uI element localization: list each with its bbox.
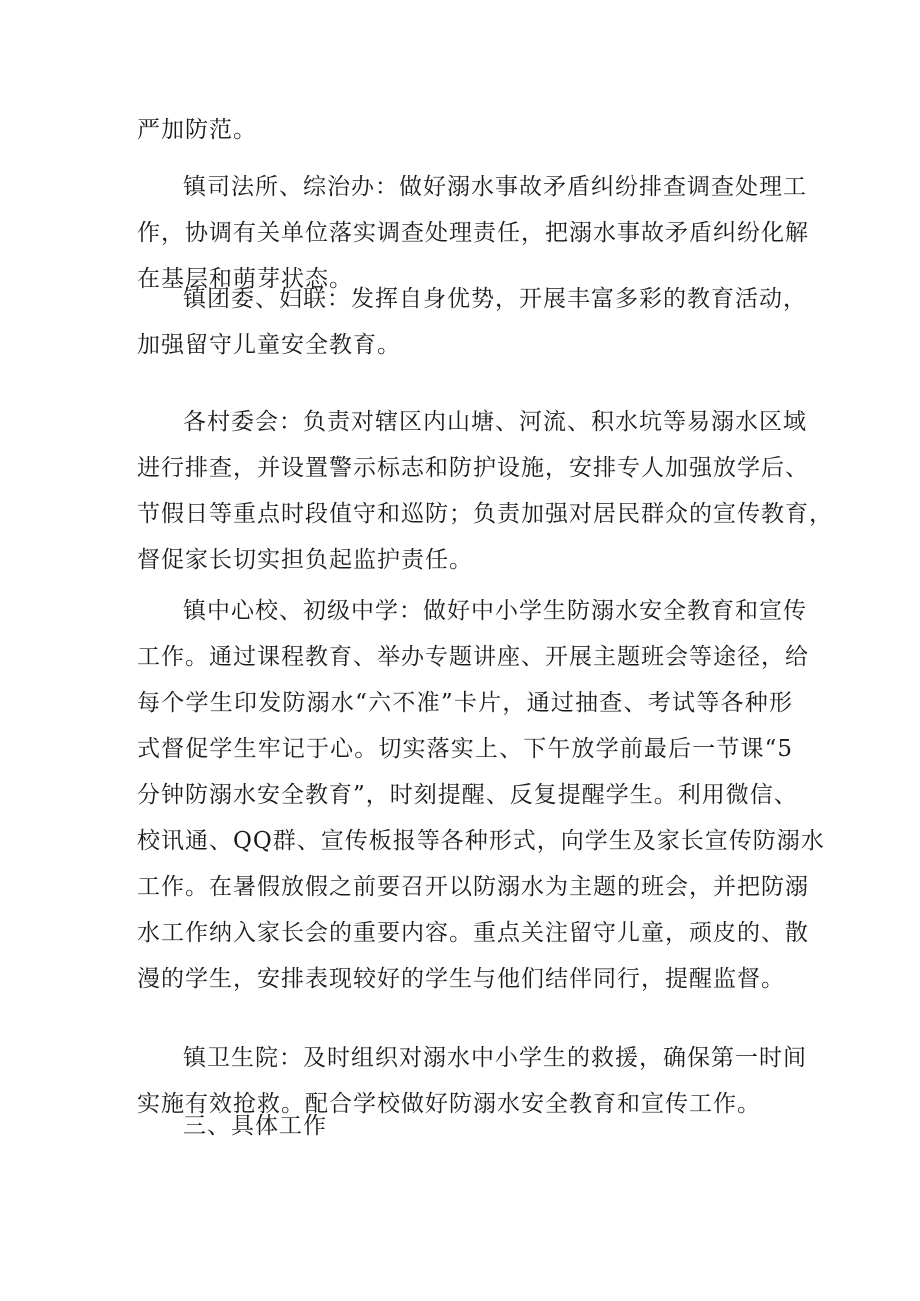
text-line: 加强留守儿童安全教育。 (137, 332, 401, 358)
text-line: 各村委会：负责对辖区内山塘、河流、积水坑等易溺水区域 (183, 409, 807, 435)
text-line: 式督促学生牢记于心。切实落实上、下午放学前最后一节课“5 (137, 736, 793, 762)
paragraph-village-committees (137, 399, 833, 583)
text-line: 每个学生印发防溺水“六不准”卡片，通过抽查、考试等各种形 (137, 690, 793, 716)
section-heading-specific-work (137, 1103, 793, 1149)
text-line: 工作。通过课程教育、举办专题讲座、开展主题班会等途径，给 (137, 644, 809, 670)
paragraph-youth-women (137, 276, 807, 368)
text-line: 严加防范。 (137, 117, 257, 143)
text-line: 镇司法所、综治办：做好溺水事故矛盾纠纷排查调查处理工 (183, 174, 807, 200)
text-line: 实施有效抢救。配合学校做好防溺水安全教育和宣传工作。 (137, 1091, 761, 1117)
text-line: 镇团委、妇联：发挥自身优势，开展丰富多彩的教育活动， (183, 286, 807, 312)
paragraph-schools (137, 588, 825, 1002)
text-line: 镇卫生院：及时组织对溺水中小学生的救援，确保第一时间 (183, 1045, 807, 1071)
text-line: 分钟防溺水安全教育”，时刻提醒、反复提醒学生。利用微信、 (137, 782, 798, 808)
text-line: 节假日等重点时段值守和巡防；负责加强对居民群众的宣传教育， (137, 501, 833, 527)
text-line: 督促家长切实担负起监护责任。 (137, 547, 473, 573)
text-line: 三、具体工作 (183, 1113, 327, 1139)
text-line: 作，协调有关单位落实调查处理责任，把溺水事故矛盾纠纷化解 (137, 220, 809, 246)
text-line: 漫的学生，安排表现较好的学生与他们结伴同行，提醒监督。 (137, 966, 785, 992)
text-line: 进行排查，并设置警示标志和防护设施，安排专人加强放学后、 (137, 455, 809, 481)
paragraph-1 (137, 107, 793, 153)
text-line: 水工作纳入家长会的重要内容。重点关注留守儿童，顽皮的、散 (137, 920, 809, 946)
text-line: 工作。在暑假放假之前要召开以防溺水为主题的班会，并把防溺 (137, 874, 809, 900)
text-line: 在基层和萌芽状态。 (137, 266, 353, 292)
text-line: 校讯通、QQ群、宣传板报等各种形式，向学生及家长宣传防溺水 (137, 828, 825, 854)
text-line: 镇中心校、初级中学：做好中小学生防溺水安全教育和宣传 (183, 598, 807, 624)
